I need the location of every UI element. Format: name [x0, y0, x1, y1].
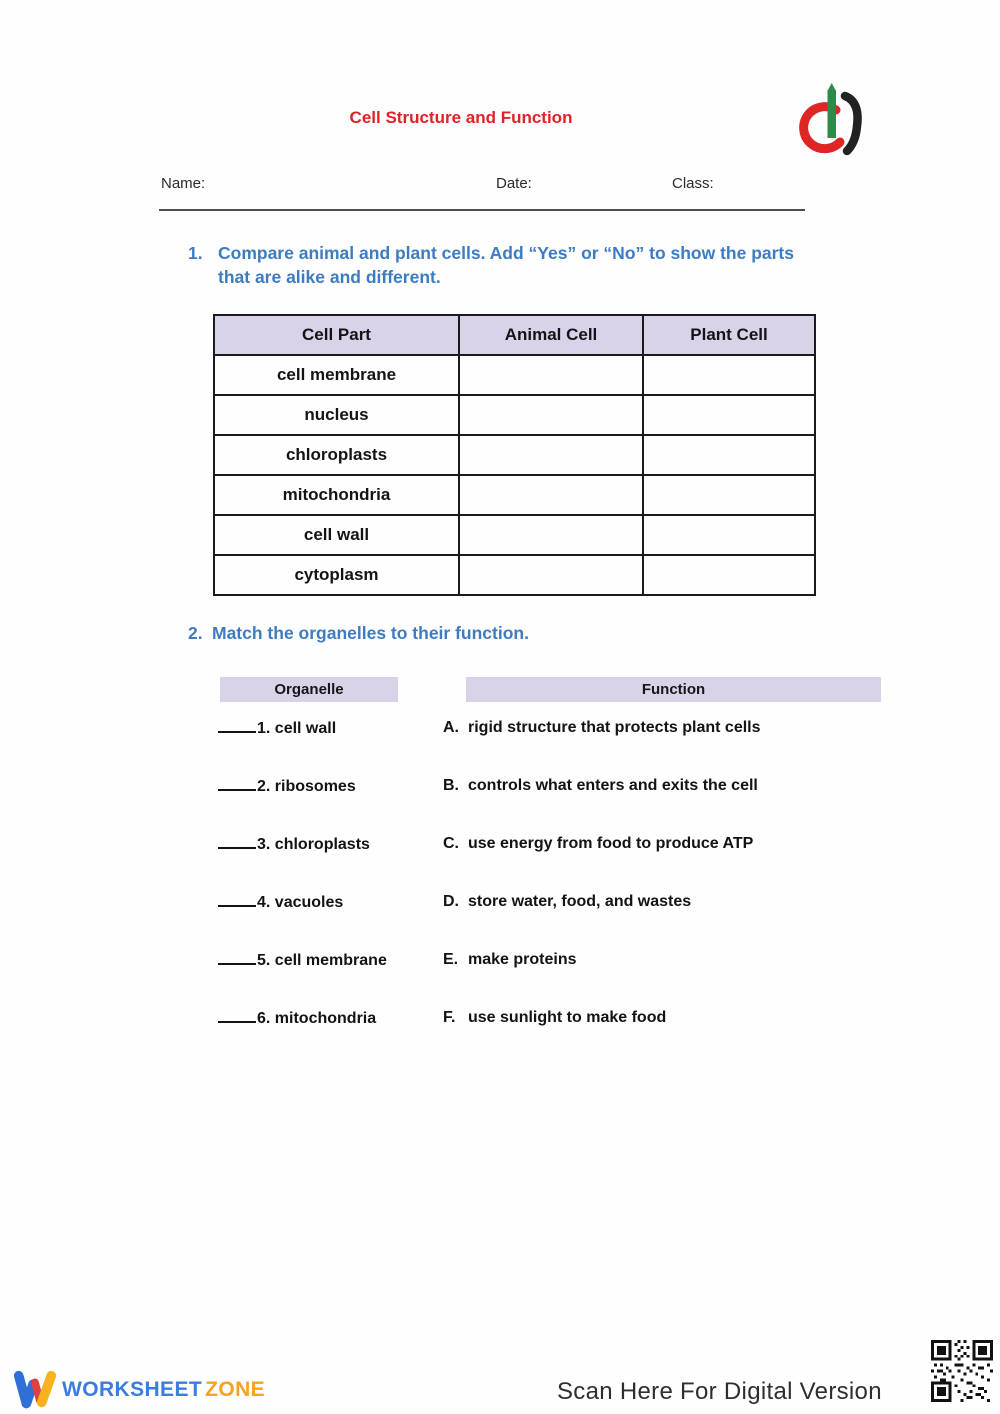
- qr-code: [931, 1340, 993, 1402]
- answer-blank: [218, 835, 256, 849]
- plant-cell-answer-cell: [643, 395, 815, 435]
- match-row: [218, 835, 918, 859]
- question-1: [188, 241, 800, 289]
- match-row: [218, 719, 918, 743]
- match-row: [218, 777, 918, 801]
- function-label: store water, food, and wastes: [468, 893, 692, 910]
- organelle-number: 2.: [257, 778, 271, 795]
- question-1-text: Compare animal and plant cells. Add “Yes” or “No” to show the parts that are alike and different.: [218, 243, 794, 287]
- question-1-number: 1.: [188, 243, 203, 263]
- organelle-item: [218, 951, 443, 970]
- organelle-item: [218, 777, 443, 796]
- function-column-header: Function: [466, 677, 881, 702]
- table-row: [214, 435, 815, 475]
- animal-cell-answer-cell: [459, 475, 643, 515]
- animal-cell-answer-cell: [459, 515, 643, 555]
- organelle-item: [218, 719, 443, 738]
- answer-blank: [218, 777, 256, 791]
- function-label: make proteins: [468, 951, 577, 968]
- animal-cell-answer-cell: [459, 555, 643, 595]
- function-letter: B.: [443, 777, 459, 794]
- question-2: [188, 621, 888, 645]
- organelle-number: 5.: [257, 952, 271, 969]
- brand-zone-text: ZONE: [205, 1378, 266, 1401]
- table-row: [214, 355, 815, 395]
- organelle-number: 1.: [257, 720, 271, 737]
- function-item: [443, 1009, 666, 1027]
- table-row: [214, 395, 815, 435]
- table-header-row: [214, 315, 815, 355]
- cell-part-label: nucleus: [214, 395, 459, 435]
- date-label: Date:: [496, 175, 532, 192]
- organelle-label: mitochondria: [274, 1010, 377, 1027]
- cell-part-label: cytoplasm: [214, 555, 459, 595]
- matching-list: [218, 719, 918, 1067]
- animal-cell-answer-cell: [459, 395, 643, 435]
- organelle-label: chloroplasts: [274, 836, 370, 853]
- answer-blank: [218, 719, 256, 733]
- function-label: use sunlight to make food: [468, 1009, 667, 1026]
- plant-cell-answer-cell: [643, 355, 815, 395]
- plant-cell-answer-cell: [643, 475, 815, 515]
- function-letter: E.: [443, 951, 459, 968]
- scan-instruction-text: Scan Here For Digital Version: [557, 1378, 882, 1405]
- organelle-column-header: Organelle: [220, 677, 398, 702]
- match-row: [218, 951, 918, 975]
- column-header-cell-part: Cell Part: [214, 315, 459, 355]
- function-letter: F.: [443, 1009, 456, 1026]
- cell-part-label: mitochondria: [214, 475, 459, 515]
- function-letter: A.: [443, 719, 459, 736]
- column-header-plant-cell: Plant Cell: [643, 315, 815, 355]
- organelle-item: [218, 893, 443, 912]
- function-letter: C.: [443, 835, 459, 852]
- function-item: [443, 777, 758, 795]
- organelle-item: [218, 835, 443, 854]
- answer-blank: [218, 893, 256, 907]
- table-row: [214, 515, 815, 555]
- function-label: rigid structure that protects plant cells: [468, 719, 761, 736]
- class-label: Class:: [672, 175, 714, 192]
- brand-worksheet-text: WORKSHEET: [62, 1378, 203, 1401]
- compare-cells-table: [213, 314, 816, 596]
- function-letter: D.: [443, 893, 459, 910]
- publisher-logo-icon: [795, 82, 867, 162]
- answer-blank: [218, 1009, 256, 1023]
- function-item: [443, 719, 761, 737]
- header-rule: [159, 209, 805, 211]
- function-item: [443, 951, 576, 969]
- plant-cell-answer-cell: [643, 515, 815, 555]
- cell-part-label: cell wall: [214, 515, 459, 555]
- match-row: [218, 893, 918, 917]
- column-header-animal-cell: Animal Cell: [459, 315, 643, 355]
- cell-part-label: cell membrane: [214, 355, 459, 395]
- table-row: [214, 555, 815, 595]
- worksheetzone-logo-icon: [12, 1368, 58, 1412]
- organelle-number: 3.: [257, 836, 271, 853]
- animal-cell-answer-cell: [459, 435, 643, 475]
- organelle-item: [218, 1009, 443, 1028]
- organelle-label: cell wall: [274, 720, 337, 737]
- function-label: use energy from food to produce ATP: [468, 835, 754, 852]
- plant-cell-answer-cell: [643, 555, 815, 595]
- plant-cell-answer-cell: [643, 435, 815, 475]
- name-label: Name:: [161, 175, 206, 192]
- worksheetzone-brand: [12, 1368, 265, 1412]
- cell-part-label: chloroplasts: [214, 435, 459, 475]
- animal-cell-answer-cell: [459, 355, 643, 395]
- function-item: [443, 893, 691, 911]
- match-row: [218, 1009, 918, 1033]
- organelle-number: 4.: [257, 894, 271, 911]
- page-title: Cell Structure and Function: [349, 108, 573, 127]
- organelle-label: ribosomes: [274, 778, 356, 795]
- table-row: [214, 475, 815, 515]
- organelle-number: 6.: [257, 1010, 271, 1027]
- organelle-label: vacuoles: [274, 894, 344, 911]
- organelle-label: cell membrane: [274, 952, 387, 969]
- question-2-number: 2.: [188, 623, 203, 643]
- function-label: controls what enters and exits the cell: [468, 777, 758, 794]
- function-item: [443, 835, 753, 853]
- question-2-text: Match the organelles to their function.: [212, 623, 529, 643]
- answer-blank: [218, 951, 256, 965]
